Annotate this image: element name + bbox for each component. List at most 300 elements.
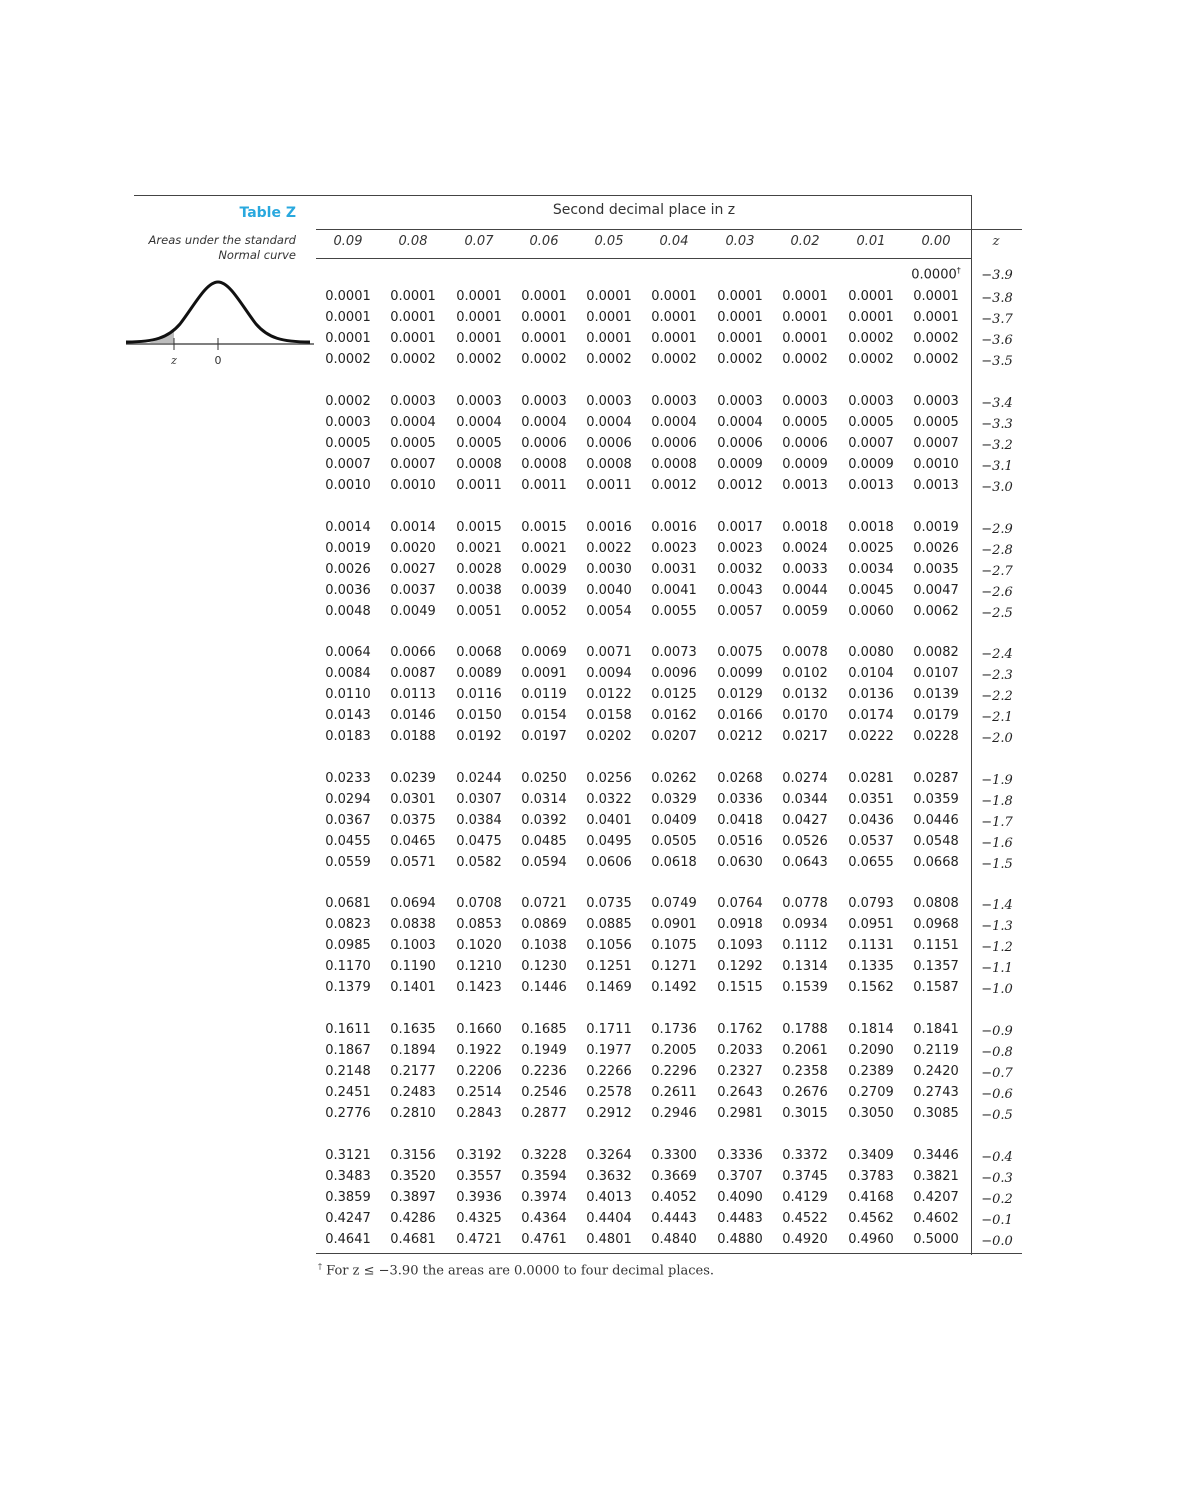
table-cell: 0.0853 — [456, 917, 502, 932]
table-cell: 0.1335 — [848, 959, 894, 974]
table-cell: 0.2611 — [651, 1085, 697, 1100]
table-cell: 0.5000 — [913, 1232, 959, 1247]
table-cell: 0.0004 — [717, 415, 763, 430]
table-cell: 0.1056 — [586, 938, 632, 953]
table-cell: 0.2236 — [521, 1064, 567, 1079]
table-cell: 0.0001 — [717, 310, 763, 325]
table-cell: 0.0344 — [782, 792, 828, 807]
table-cell: 0.0001 — [586, 331, 632, 346]
z-row-label: −1.3 — [981, 919, 1013, 934]
table-cell: 0.0001 — [913, 289, 959, 304]
table-cell: 0.0066 — [390, 645, 436, 660]
table-cell: 0.0075 — [717, 645, 763, 660]
table-cell: 0.0918 — [717, 917, 763, 932]
table-cell: 0.0146 — [390, 708, 436, 723]
table-cell: 0.0212 — [717, 729, 763, 744]
table-cell — [905, 266, 967, 282]
table-cell: 0.0004 — [390, 415, 436, 430]
table-cell: 0.0003 — [717, 394, 763, 409]
table-cell: 0.1170 — [325, 959, 371, 974]
table-cell: 0.0154 — [521, 708, 567, 723]
table-cell: 0.0166 — [717, 708, 763, 723]
table-cell: 0.3632 — [586, 1169, 632, 1184]
z-row-label: −0.3 — [981, 1171, 1013, 1186]
table-cell: 0.0051 — [456, 604, 502, 619]
z-row-label: −2.0 — [981, 731, 1013, 746]
table-cell: 0.0091 — [521, 666, 567, 681]
table-cell: 0.0001 — [651, 331, 697, 346]
table-cell: 0.0003 — [586, 394, 632, 409]
table-bottom-rule — [316, 1253, 1022, 1254]
table-cell: 0.0170 — [782, 708, 828, 723]
table-cell: 0.3121 — [325, 1148, 371, 1163]
table-cell: 0.0078 — [782, 645, 828, 660]
table-cell: 0.0217 — [782, 729, 828, 744]
z-row-label: −0.7 — [981, 1066, 1013, 1081]
table-cell: 0.0823 — [325, 917, 371, 932]
table-cell: 0.4325 — [456, 1211, 502, 1226]
table-cell: 0.0001 — [325, 289, 371, 304]
table-cell: 0.0571 — [390, 855, 436, 870]
table-cell: 0.0934 — [782, 917, 828, 932]
table-cell: 0.0004 — [586, 415, 632, 430]
table-cell: 0.0392 — [521, 813, 567, 828]
table-cell: 0.0002 — [913, 331, 959, 346]
table-cell: 0.1814 — [848, 1022, 894, 1037]
table-cell: 0.4641 — [325, 1232, 371, 1247]
table-cell: 0.0001 — [390, 331, 436, 346]
z-row-label: −3.3 — [981, 417, 1013, 432]
z-column-divider — [971, 195, 972, 1255]
z-row-label: −0.6 — [981, 1087, 1013, 1102]
table-cell: 0.1003 — [390, 938, 436, 953]
table-cell: 0.1949 — [521, 1043, 567, 1058]
table-cell: 0.0022 — [586, 541, 632, 556]
table-cell: 0.0001 — [586, 310, 632, 325]
table-cell: 0.3336 — [717, 1148, 763, 1163]
table-cell: 0.0020 — [390, 541, 436, 556]
table-cell: 0.1660 — [456, 1022, 502, 1037]
table-cell: 0.0011 — [586, 478, 632, 493]
table-cell: 0.0073 — [651, 645, 697, 660]
table-cell: 0.1357 — [913, 959, 959, 974]
table-cell: 0.0132 — [782, 687, 828, 702]
table-cell: 0.4207 — [913, 1190, 959, 1205]
table-cell: 0.0001 — [521, 331, 567, 346]
table-cell: 0.0004 — [456, 415, 502, 430]
table-cell: 0.4129 — [782, 1190, 828, 1205]
table-cell: 0.0002 — [913, 352, 959, 367]
table-cell: 0.0869 — [521, 917, 567, 932]
table-cell: 0.0002 — [717, 352, 763, 367]
table-cell: 0.2810 — [390, 1106, 436, 1121]
column-header-rule — [316, 258, 972, 259]
table-cell: 0.0582 — [456, 855, 502, 870]
table-cell: 0.0002 — [325, 394, 371, 409]
table-cell: 0.0005 — [456, 436, 502, 451]
table-cell: 0.0418 — [717, 813, 763, 828]
table-cell: 0.0011 — [521, 478, 567, 493]
z-row-label: −1.2 — [981, 940, 1013, 955]
table-cell: 0.2177 — [390, 1064, 436, 1079]
table-cell: 0.2389 — [848, 1064, 894, 1079]
table-cell: 0.0045 — [848, 583, 894, 598]
table-cell: 0.0007 — [848, 436, 894, 451]
table-cell: 0.1314 — [782, 959, 828, 974]
z-row-label: −2.3 — [981, 668, 1013, 683]
table-cell: 0.0003 — [651, 394, 697, 409]
table-cell: 0.0080 — [848, 645, 894, 660]
table-cell: 0.0244 — [456, 771, 502, 786]
table-cell: 0.2483 — [390, 1085, 436, 1100]
table-cell: 0.0985 — [325, 938, 371, 953]
table-cell: 0.0006 — [586, 436, 632, 451]
table-cell: 0.0721 — [521, 896, 567, 911]
table-cell: 0.0001 — [325, 310, 371, 325]
table-cell: 0.0228 — [913, 729, 959, 744]
table-cell: 0.0110 — [325, 687, 371, 702]
table-cell: 0.2266 — [586, 1064, 632, 1079]
table-cell: 0.2743 — [913, 1085, 959, 1100]
table-cell: 0.0038 — [456, 583, 502, 598]
table-cell: 0.0005 — [913, 415, 959, 430]
table-cell: 0.0384 — [456, 813, 502, 828]
table-cell: 0.0314 — [521, 792, 567, 807]
table-cell: 0.0012 — [651, 478, 697, 493]
table-cell: 0.3974 — [521, 1190, 567, 1205]
table-cell: 0.1841 — [913, 1022, 959, 1037]
table-cell: 0.1230 — [521, 959, 567, 974]
table-cell: 0.0025 — [848, 541, 894, 556]
table-cell: 0.1635 — [390, 1022, 436, 1037]
table-cell: 0.0003 — [782, 394, 828, 409]
table-cell: 0.0018 — [848, 520, 894, 535]
z-row-label: −2.5 — [981, 606, 1013, 621]
z-column-header: z — [992, 234, 1000, 249]
table-cell: 0.0041 — [651, 583, 697, 598]
table-cell: 0.2451 — [325, 1085, 371, 1100]
table-cell: 0.4840 — [651, 1232, 697, 1247]
z-row-label: −3.4 — [981, 396, 1013, 411]
table-cell: 0.1190 — [390, 959, 436, 974]
table-cell: 0.3483 — [325, 1169, 371, 1184]
z-row-label: −0.1 — [981, 1213, 1013, 1228]
z-row-label: −2.4 — [981, 647, 1013, 662]
table-cell: 0.0495 — [586, 834, 632, 849]
table-cell: 0.0455 — [325, 834, 371, 849]
table-cell: 0.3594 — [521, 1169, 567, 1184]
table-cell: 0.1788 — [782, 1022, 828, 1037]
z-row-label: −1.1 — [981, 961, 1013, 976]
table-cell: 0.0250 — [521, 771, 567, 786]
table-cell: 0.0014 — [325, 520, 371, 535]
table-cell: 0.0006 — [717, 436, 763, 451]
table-cell: 0.0001 — [782, 310, 828, 325]
table-cell: 0.0526 — [782, 834, 828, 849]
table-cell: 0.1977 — [586, 1043, 632, 1058]
table-cell: 0.0040 — [586, 583, 632, 598]
table-cell: 0.0082 — [913, 645, 959, 660]
table-cell: 0.1401 — [390, 980, 436, 995]
table-cell: 0.0294 — [325, 792, 371, 807]
table-cell: 0.0028 — [456, 562, 502, 577]
table-cell: 0.0011 — [456, 478, 502, 493]
table-cell: 0.0013 — [848, 478, 894, 493]
table-cell: 0.4761 — [521, 1232, 567, 1247]
table-cell: 0.0012 — [717, 478, 763, 493]
table-cell: 0.0183 — [325, 729, 371, 744]
z-row-label: −3.1 — [981, 459, 1013, 474]
table-cell: 0.0035 — [913, 562, 959, 577]
table-cell: 0.1587 — [913, 980, 959, 995]
table-cell: 0.0003 — [325, 415, 371, 430]
table-cell: 0.4483 — [717, 1211, 763, 1226]
table-cell: 0.2005 — [651, 1043, 697, 1058]
table-cell: 0.0033 — [782, 562, 828, 577]
table-cell: 0.0001 — [521, 289, 567, 304]
table-cell: 0.1423 — [456, 980, 502, 995]
table-cell: 0.0694 — [390, 896, 436, 911]
table-cell: 0.2843 — [456, 1106, 502, 1121]
table-cell: 0.0001 — [717, 331, 763, 346]
table-cell: 0.0034 — [848, 562, 894, 577]
table-cell: 0.0071 — [586, 645, 632, 660]
table-cell: 0.0005 — [848, 415, 894, 430]
table-cell: 0.0064 — [325, 645, 371, 660]
table-cell: 0.0010 — [913, 457, 959, 472]
table-cell: 0.0008 — [456, 457, 502, 472]
table-cell: 0.0003 — [848, 394, 894, 409]
table-cell: 0.1093 — [717, 938, 763, 953]
table-cell: 0.0655 — [848, 855, 894, 870]
column-header: 0.07 — [464, 234, 494, 249]
z-row-label: −3.2 — [981, 438, 1013, 453]
table-cell: 0.0023 — [717, 541, 763, 556]
table-cell: 0.3821 — [913, 1169, 959, 1184]
table-cell: 0.0089 — [456, 666, 502, 681]
table-cell: 0.0537 — [848, 834, 894, 849]
table-cell: 0.1685 — [521, 1022, 567, 1037]
table-cell: 0.0485 — [521, 834, 567, 849]
table-cell: 0.3936 — [456, 1190, 502, 1205]
z-row-label: −1.8 — [981, 794, 1013, 809]
table-cell: 0.0001 — [456, 331, 502, 346]
table-cell: 0.4681 — [390, 1232, 436, 1247]
table-cell: 0.0885 — [586, 917, 632, 932]
table-cell: 0.0007 — [390, 457, 436, 472]
table-cell: 0.2358 — [782, 1064, 828, 1079]
table-cell: 0.0102 — [782, 666, 828, 681]
table-cell: 0.0104 — [848, 666, 894, 681]
table-cell: 0.0001 — [586, 289, 632, 304]
z-row-label: −0.9 — [981, 1024, 1013, 1039]
table-cell: 0.0287 — [913, 771, 959, 786]
table-cell: 0.0005 — [325, 436, 371, 451]
table-cell: 0.0708 — [456, 896, 502, 911]
table-cell: 0.0099 — [717, 666, 763, 681]
table-cell: 0.0069 — [521, 645, 567, 660]
table-cell: 0.0010 — [390, 478, 436, 493]
table-cell: 0.4920 — [782, 1232, 828, 1247]
table-cell: 0.2981 — [717, 1106, 763, 1121]
table-cell: 0.0001 — [456, 310, 502, 325]
table-cell: 0.0001 — [325, 331, 371, 346]
table-cell: 0.3409 — [848, 1148, 894, 1163]
table-cell: 0.0002 — [586, 352, 632, 367]
table-cell: 0.0037 — [390, 583, 436, 598]
table-cell: 0.2877 — [521, 1106, 567, 1121]
table-cell: 0.1762 — [717, 1022, 763, 1037]
table-cell: 0.3557 — [456, 1169, 502, 1184]
table-cell: 0.0054 — [586, 604, 632, 619]
table-cell: 0.4013 — [586, 1190, 632, 1205]
table-cell: 0.0008 — [521, 457, 567, 472]
z-row-label: −2.6 — [981, 585, 1013, 600]
table-cell: 0.0446 — [913, 813, 959, 828]
table-cell: 0.0174 — [848, 708, 894, 723]
table-cell: 0.2119 — [913, 1043, 959, 1058]
table-cell: 0.2033 — [717, 1043, 763, 1058]
z-row-label: −2.2 — [981, 689, 1013, 704]
table-cell: 0.0129 — [717, 687, 763, 702]
table-cell: 0.0002 — [456, 352, 502, 367]
table-cell: 0.0001 — [717, 289, 763, 304]
table-cell: 0.1020 — [456, 938, 502, 953]
table-cell: 0.0594 — [521, 855, 567, 870]
header-rule — [316, 229, 1022, 230]
table-cell: 0.0207 — [651, 729, 697, 744]
table-cell: 0.0007 — [325, 457, 371, 472]
table-cell: 0.0001 — [521, 310, 567, 325]
z-row-label: −3.0 — [981, 480, 1013, 495]
table-cell: 0.3520 — [390, 1169, 436, 1184]
column-header: 0.01 — [856, 234, 886, 249]
table-cell: 0.0409 — [651, 813, 697, 828]
table-cell: 0.0162 — [651, 708, 697, 723]
table-cell: 0.1131 — [848, 938, 894, 953]
table-cell: 0.4522 — [782, 1211, 828, 1226]
table-cell: 0.0021 — [521, 541, 567, 556]
table-cell: 0.0026 — [913, 541, 959, 556]
table-cell: 0.0002 — [325, 352, 371, 367]
table-cell: 0.0179 — [913, 708, 959, 723]
table-cell: 0.0029 — [521, 562, 567, 577]
z-row-label: −2.1 — [981, 710, 1013, 725]
table-cell: 0.0023 — [651, 541, 697, 556]
table-cell: 0.0136 — [848, 687, 894, 702]
z-row-label: −3.5 — [981, 354, 1013, 369]
table-cell: 0.0008 — [651, 457, 697, 472]
table-cell: 0.0001 — [782, 289, 828, 304]
table-cell: 0.0013 — [913, 478, 959, 493]
table-cell: 0.0024 — [782, 541, 828, 556]
column-header: 0.03 — [725, 234, 755, 249]
table-cell: 0.0039 — [521, 583, 567, 598]
z-row-label: −0.4 — [981, 1150, 1013, 1165]
table-cell: 0.0548 — [913, 834, 959, 849]
table-cell: 0.0239 — [390, 771, 436, 786]
table-cell: 0.1292 — [717, 959, 763, 974]
table-cell: 0.0158 — [586, 708, 632, 723]
table-cell: 0.0150 — [456, 708, 502, 723]
table-cell: 0.1867 — [325, 1043, 371, 1058]
table-cell: 0.0019 — [325, 541, 371, 556]
table-cell: 0.0002 — [521, 352, 567, 367]
table-cell: 0.1271 — [651, 959, 697, 974]
table-cell: 0.1446 — [521, 980, 567, 995]
table-cell: 0.0793 — [848, 896, 894, 911]
table-cell: 0.1515 — [717, 980, 763, 995]
table-cell: 0.0436 — [848, 813, 894, 828]
bell-curve — [126, 282, 310, 342]
table-cell: 0.4247 — [325, 1211, 371, 1226]
table-cell: 0.0004 — [521, 415, 567, 430]
z-row-label: −3.7 — [981, 312, 1013, 327]
table-cell: 0.0668 — [913, 855, 959, 870]
table-cell: 0.0375 — [390, 813, 436, 828]
table-cell: 0.0003 — [456, 394, 502, 409]
table-cell: 0.0301 — [390, 792, 436, 807]
table-cell: 0.3745 — [782, 1169, 828, 1184]
table-cell: 0.4364 — [521, 1211, 567, 1226]
table-cell: 0.0003 — [390, 394, 436, 409]
table-cell: 0.0036 — [325, 583, 371, 598]
table-cell: 0.0013 — [782, 478, 828, 493]
table-cell: 0.0281 — [848, 771, 894, 786]
column-header: 0.08 — [398, 234, 428, 249]
table-cell: 0.0122 — [586, 687, 632, 702]
z-row-label: −2.9 — [981, 522, 1013, 537]
table-cell: 0.1379 — [325, 980, 371, 995]
table-cell: 0.0060 — [848, 604, 894, 619]
table-cell: 0.4602 — [913, 1211, 959, 1226]
table-cell: 0.0001 — [651, 289, 697, 304]
table-cell: 0.0009 — [848, 457, 894, 472]
table-cell: 0.4960 — [848, 1232, 894, 1247]
table-cell: 0.0222 — [848, 729, 894, 744]
table-cell: 0.0202 — [586, 729, 632, 744]
table-cell: 0.3264 — [586, 1148, 632, 1163]
z-row-label: −1.7 — [981, 815, 1013, 830]
table-cell: 0.4404 — [586, 1211, 632, 1226]
z-row-label: −3.8 — [981, 291, 1013, 306]
table-cell: 0.0516 — [717, 834, 763, 849]
table-cell: 0.0329 — [651, 792, 697, 807]
table-cell: 0.0009 — [717, 457, 763, 472]
column-header: 0.06 — [529, 234, 559, 249]
cell-value: 0.0000 — [911, 267, 957, 283]
table-cell: 0.0001 — [848, 310, 894, 325]
table-cell: 0.1711 — [586, 1022, 632, 1037]
table-cell: 0.1492 — [651, 980, 697, 995]
table-cell: 0.1922 — [456, 1043, 502, 1058]
table-cell: 0.0197 — [521, 729, 567, 744]
table-cell: 0.0951 — [848, 917, 894, 932]
table-cell: 0.2709 — [848, 1085, 894, 1100]
table-cell: 0.0359 — [913, 792, 959, 807]
table-cell: 0.2206 — [456, 1064, 502, 1079]
table-cell: 0.0274 — [782, 771, 828, 786]
table-cell: 0.0026 — [325, 562, 371, 577]
table-cell: 0.0018 — [782, 520, 828, 535]
normal-curve-figure — [124, 272, 316, 372]
table-cell: 0.2327 — [717, 1064, 763, 1079]
table-cell: 0.4801 — [586, 1232, 632, 1247]
table-cell: 0.0778 — [782, 896, 828, 911]
table-cell: 0.0008 — [586, 457, 632, 472]
table-cell: 0.3228 — [521, 1148, 567, 1163]
table-cell: 0.2514 — [456, 1085, 502, 1100]
